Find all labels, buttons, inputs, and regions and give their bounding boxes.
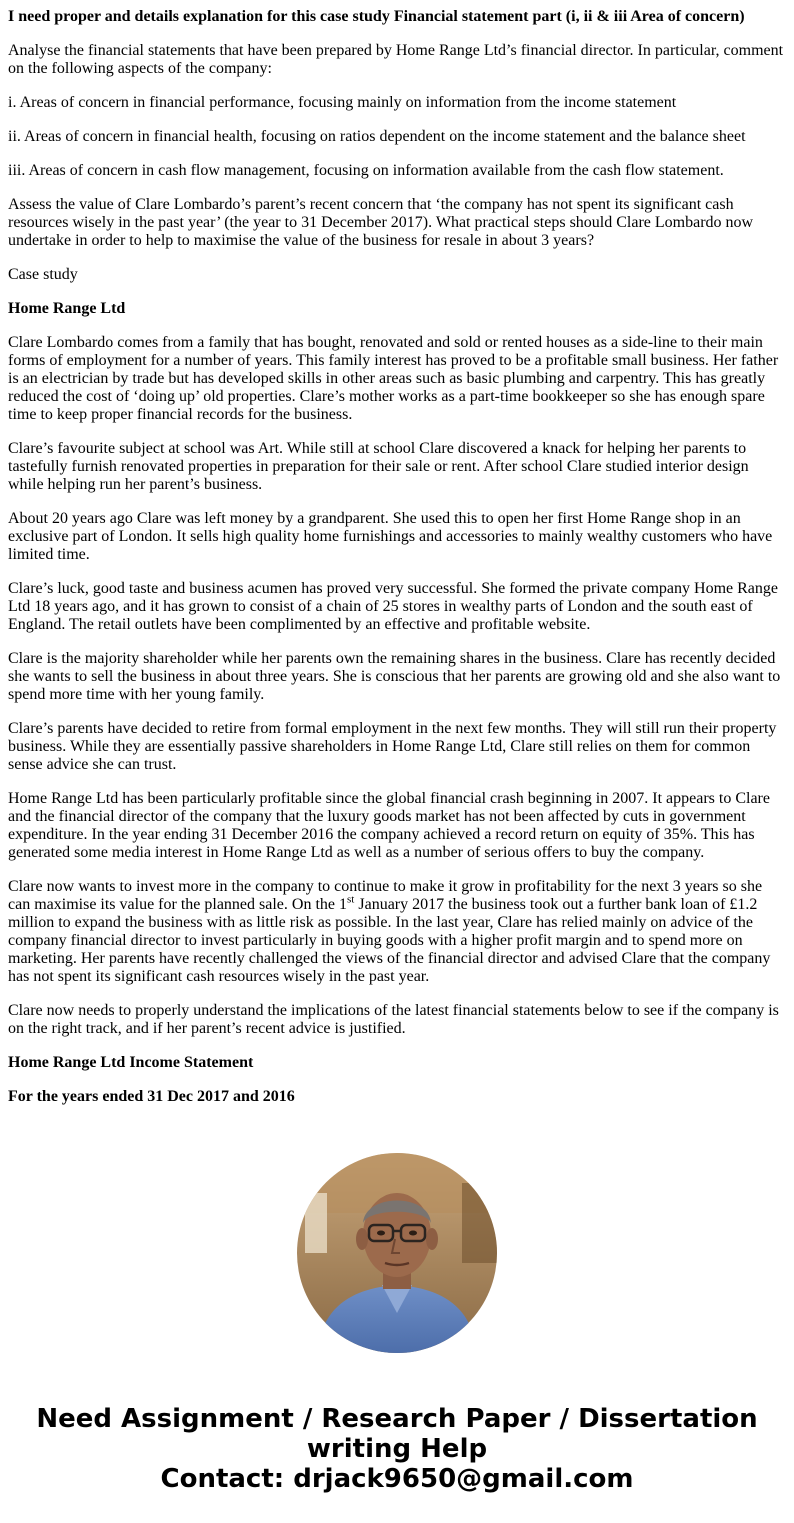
case-paragraph-3: About 20 years ago Clare was left money by a grandparent. She used this to open her first Home Range shop in an exclusive part of London. It sells high quality home furnishings and accessories to mainly wealthy customers who have limited time. xyxy=(8,510,773,563)
case-paragraph-8 xyxy=(8,878,786,986)
ordinal-suffix: st xyxy=(347,893,355,906)
case-paragraph-6: Clare’s parents have decided to retire from formal employment in the next few months. They will still run their property business. While they are essentially passive shareholders in Home Range Ltd, Clare still relies on them for common sense advice she can trust. xyxy=(8,720,777,773)
case-paragraph-7: Home Range Ltd has been particularly profitable since the global financial crash beginning in 2007. It appears to Clare and the financial director of the company that the luxury goods market has not been affected by cuts in government expenditure. In the year ending 31 December 2016 the company achieved a record return on equity of 35%. This has generated some media interest in Home Range Ltd as well as a number of serious offers to buy the company. xyxy=(8,790,770,861)
case-paragraph-1: Clare Lombardo comes from a family that has bought, renovated and sold or rented houses as a side-line to their main forms of employment for a number of years. This family interest has proved to be a profitable small business. Her father is an electrician by trade but has developed skills in other areas such as basic plumbing and carpentry. This has greatly reduced the cost of ‘doing up’ old properties. Clare’s mother works as a part-time bookkeeper so she has enough spare time to keep proper financial records for the business. xyxy=(8,334,779,423)
income-statement-title: Home Range Ltd Income Statement xyxy=(8,1054,254,1071)
case-paragraph-5: Clare is the majority shareholder while her parents own the remaining shares in the business. Clare has recently decided she wants to sell the business in about three years. She is conscious that her parents are growing old and she also want to spend more time with her young family. xyxy=(8,650,781,703)
promo-contact: Contact: drjack9650@gmail.com xyxy=(160,1464,634,1494)
question-assess: Assess the value of Clare Lombardo’s parent’s recent concern that ‘the company has not spent its significant cash resources wisely in the past year’ (the year to 31 December 2017). What practical steps should Clare Lombardo now undertake in order to help to maximise the value of the business for resale in about 3 years? xyxy=(8,196,754,249)
question-title: I need proper and details explanation for this case study Financial statement part (i, ii & iii Area of concern) xyxy=(8,8,745,25)
tutor-photo-icon xyxy=(297,1153,497,1353)
question-item-ii: ii. Areas of concern in financial health, focusing on ratios dependent on the income statement and the balance sheet xyxy=(8,128,746,145)
tutor-avatar xyxy=(297,1153,497,1353)
case-paragraph-9: Clare now needs to properly understand the implications of the latest financial statements below to see if the company is on the right track, and if her parent’s recent advice is justified. xyxy=(8,1002,779,1037)
question-item-iii: iii. Areas of concern in cash flow management, focusing on information available from the cash flow statement. xyxy=(8,162,724,179)
case-paragraph-2: Clare’s favourite subject at school was Art. While still at school Clare discovered a knack for helping her parents to tastefully furnish renovated properties in preparation for their sale or rent. After school Clare studied interior design while helping run her parent’s business. xyxy=(8,440,749,493)
case-study-label: Case study xyxy=(8,266,78,283)
income-statement-period: For the years ended 31 Dec 2017 and 2016 xyxy=(8,1088,295,1105)
document-content xyxy=(8,0,786,1122)
case-paragraph-8-start: Clare now wants to invest more in the company to continue to make it grow in profitability for the next 3 years so she can maximise its value for the planned sale. On the 1 xyxy=(8,878,763,913)
case-heading: Home Range Ltd xyxy=(8,300,126,317)
promo-banner xyxy=(0,1404,794,1494)
question-intro: Analyse the financial statements that have been prepared by Home Range Ltd’s financial director. In particular, comment on the following aspects of the company: xyxy=(8,42,784,77)
promo-line-1: Need Assignment / Research Paper / Dissertation xyxy=(36,1404,758,1434)
case-paragraph-8-end: January 2017 the business took out a further bank loan of £1.2 million to expand the business with as little risk as possible. In the last year, Clare has relied mainly on advice of the company financial director to invest particularly in buying goods with a higher profit margin and to spend more on marketing. Her parents have recently challenged the views of the financial director and advised Clare that the company has not spent its significant cash resources wisely in the past year. xyxy=(8,896,771,985)
promo-line-2: writing Help xyxy=(306,1434,488,1464)
question-item-i: i. Areas of concern in financial performance, focusing mainly on information from the income statement xyxy=(8,94,677,111)
case-paragraph-4: Clare’s luck, good taste and business acumen has proved very successful. She formed the private company Home Range Ltd 18 years ago, and it has grown to consist of a chain of 25 stores in wealthy parts of London and the south east of England. The retail outlets have been complimented by an effective and profitable website. xyxy=(8,580,779,633)
